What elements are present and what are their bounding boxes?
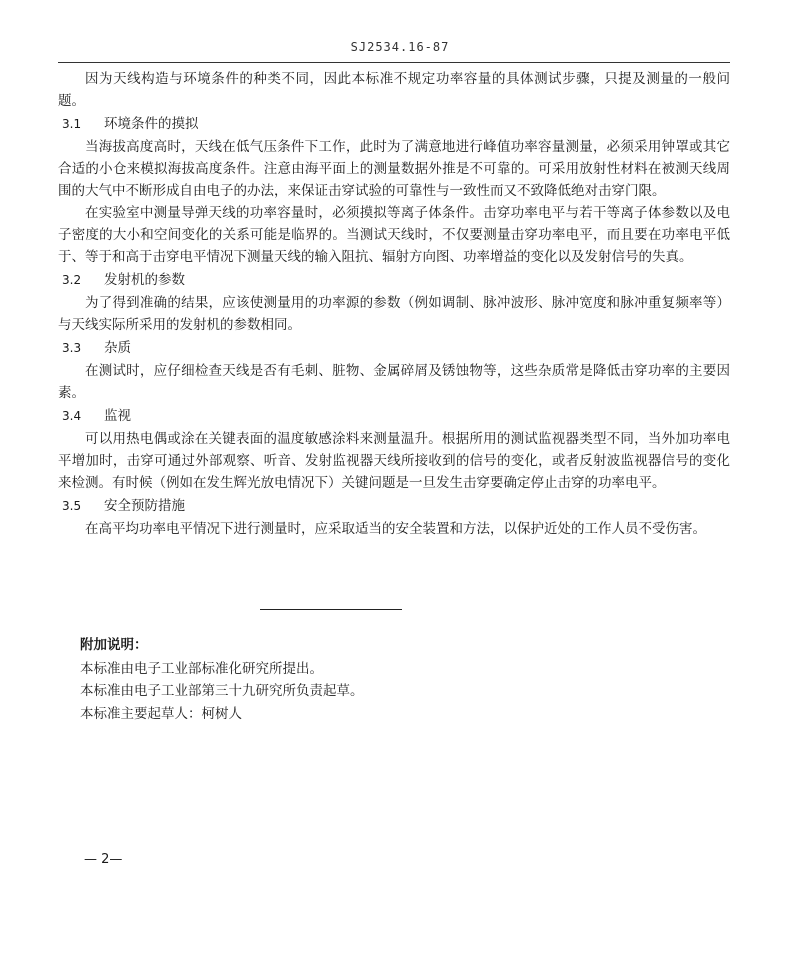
section-title: 监视 <box>104 408 131 424</box>
header-rule <box>58 62 730 63</box>
section-number: 3.4 <box>62 409 82 423</box>
notes-line: 本标准由电子工业部标准化研究所提出。 <box>80 660 323 677</box>
section-heading-3-4 <box>58 405 730 427</box>
notes-title: 附加说明： <box>80 637 148 653</box>
section-3-1-paragraph-2: 在实验室中测量导弹天线的功率容量时，必须摸拟等离子体条件。击穿功率电平与若干等离子体参数以及电子密度的大小和空间变化的关系可能是临界的。当测试天线时，不仅要测量击穿功率电平，而且要在功率电平低于、等于和高于击穿电平情况下测量天线的输入阻抗、辐射方向图、功率增益的变化以及发射信号的失真。 <box>58 205 730 265</box>
document-body <box>58 68 730 540</box>
page-number: — 2— <box>84 852 123 867</box>
section-3-5-paragraph: 在高平均功率电平情况下进行测量时，应采取适当的安全装置和方法，以保护近处的工作人员不受伤害。 <box>85 521 706 537</box>
section-number: 3.5 <box>62 499 82 513</box>
section-heading-3-2 <box>58 269 730 291</box>
section-3-2-paragraph: 为了得到准确的结果，应该使测量用的功率源的参数（例如调制、脉冲波形、脉冲宽度和脉冲重复频率等）与天线实际所采用的发射机的参数相同。 <box>58 295 730 333</box>
section-heading-3-3 <box>58 337 730 359</box>
section-3-1-paragraph-1: 当海拔高度高时，天线在低气压条件下工作，此时为了满意地进行峰值功率容量测量，必须采用钟罩或其它合适的小仓来模拟海拔高度条件。注意由海平面上的测量数据外推是不可靠的。可采用放射性材料在被测天线周围的大气中不断形成自由电子的办法，来保证击穿试验的可靠性与一致性而又不致降低绝对击穿门限。 <box>58 139 730 199</box>
section-heading-3-1 <box>58 113 730 135</box>
section-number: 3.3 <box>62 341 82 355</box>
section-number: 3.2 <box>62 273 82 287</box>
standard-code-header: SJ2534.16-87 <box>350 40 450 54</box>
additional-notes <box>80 634 720 725</box>
section-title: 发射机的参数 <box>104 272 185 288</box>
section-number: 3.1 <box>62 117 82 131</box>
section-3-3-paragraph: 在测试时，应仔细检查天线是否有毛刺、脏物、金属碎屑及锈蚀物等，这些杂质常是降低击穿功率的主要因素。 <box>58 363 730 401</box>
notes-line: 本标准主要起草人：柯树人 <box>80 705 242 722</box>
end-divider <box>260 609 402 610</box>
notes-line: 本标准由电子工业部第三十九研究所负责起草。 <box>80 683 364 699</box>
intro-paragraph: 因为天线构造与环境条件的种类不同，因此本标准不规定功率容量的具体测试步骤，只提及测量的一般问题。 <box>58 71 730 109</box>
section-title: 环境条件的摸拟 <box>104 116 199 132</box>
section-3-4-paragraph: 可以用热电偶或涂在关键表面的温度敏感涂料来测量温升。根据所用的测试监视器类型不同，当外加功率电平增加时，击穿可通过外部观察、听音、发射监视器天线所接收到的信号的变化，或者反射波监视器信号的变化来检测。有时候（例如在发生辉光放电情况下）关键问题是一旦发生击穿要确定停止击穿的功率电平。 <box>58 431 730 491</box>
section-title: 安全预防措施 <box>104 498 185 514</box>
section-heading-3-5 <box>58 495 730 517</box>
section-title: 杂质 <box>104 340 131 356</box>
